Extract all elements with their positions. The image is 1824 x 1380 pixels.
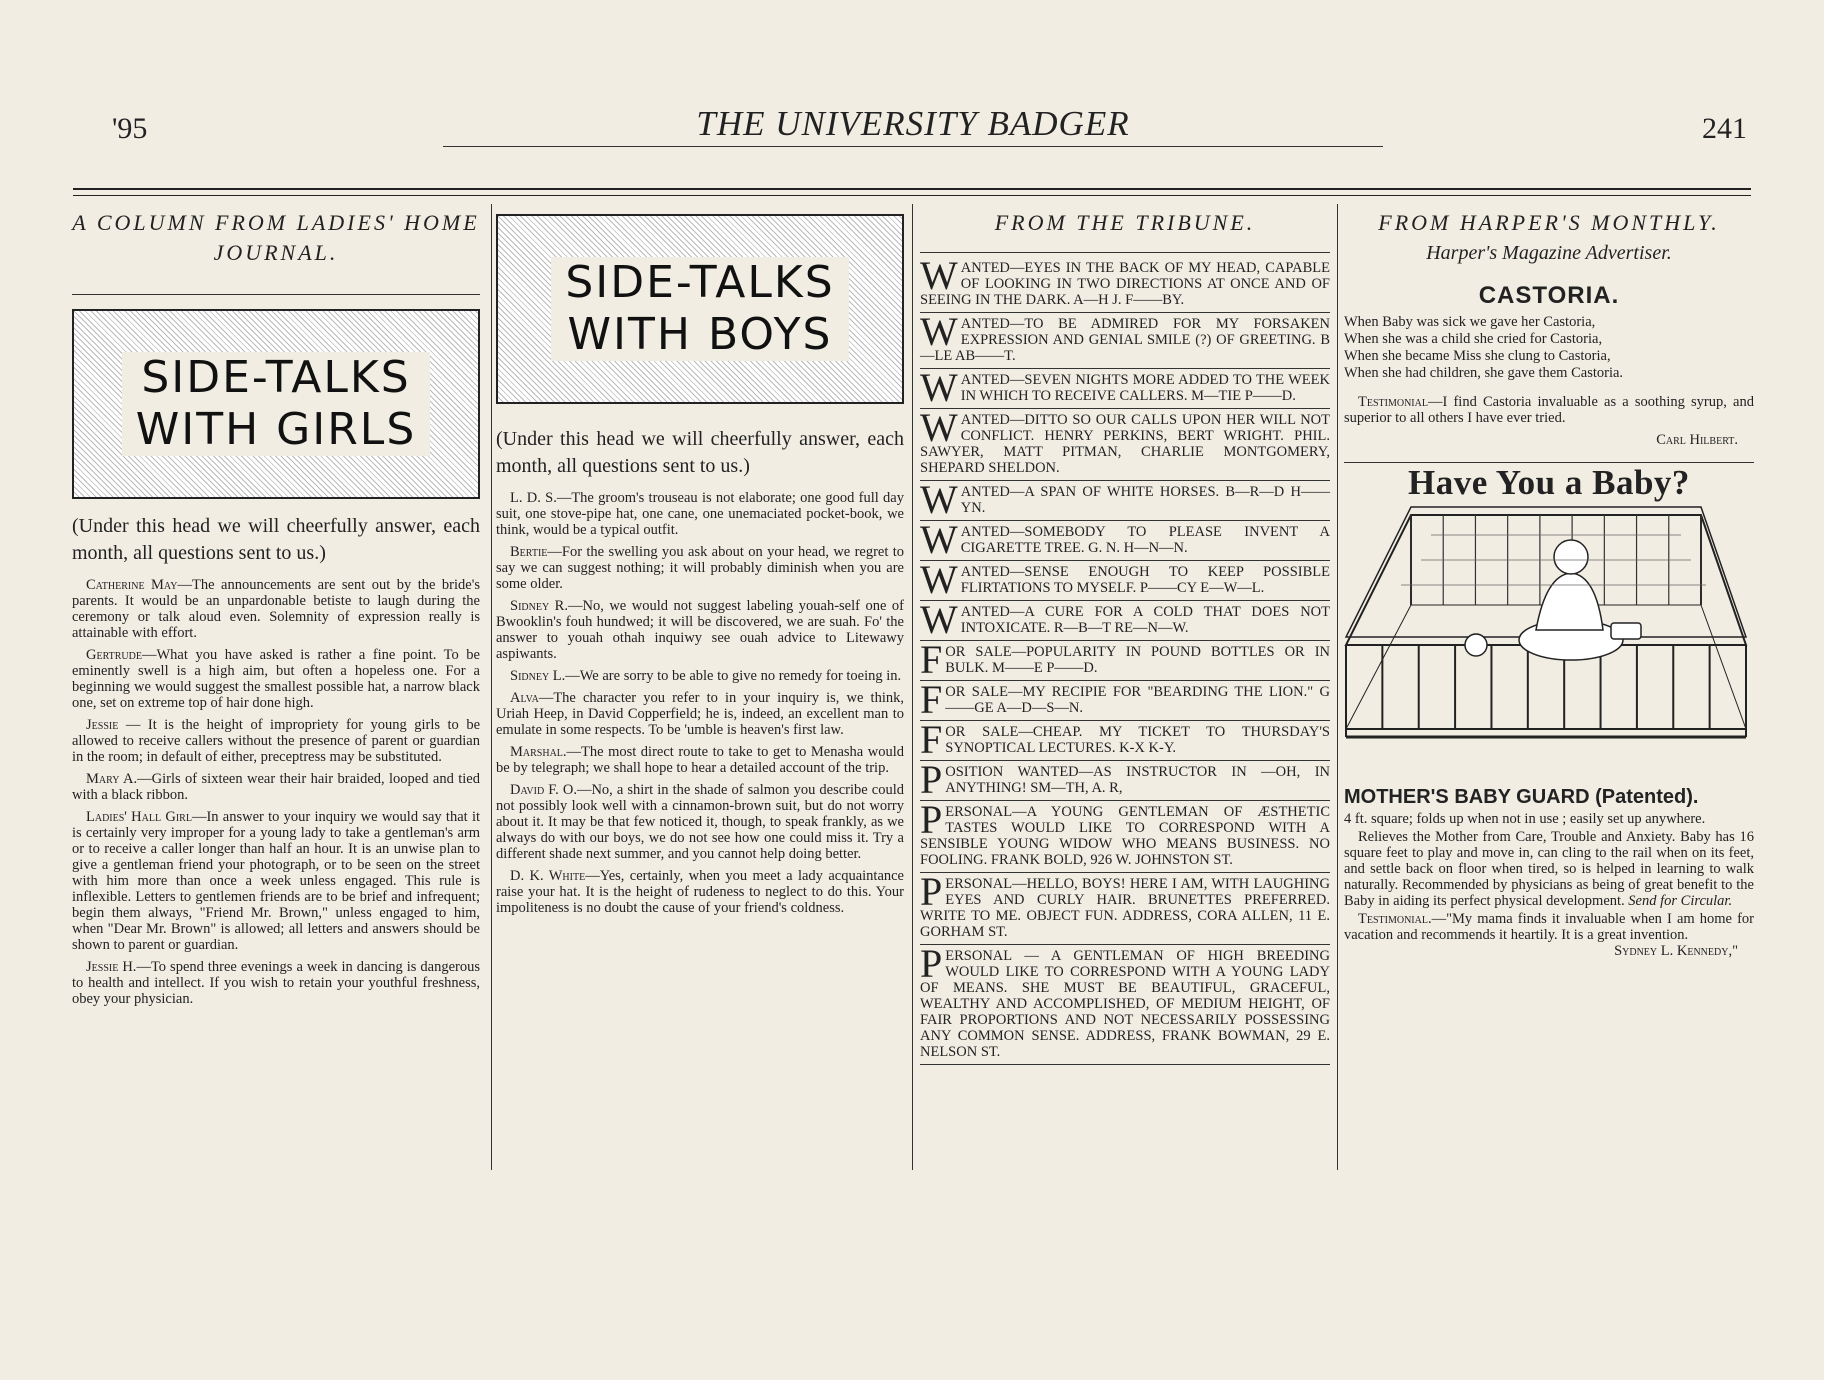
column-divider	[912, 204, 913, 1170]
entry-name: Bertie	[510, 544, 548, 560]
entry-text: —We are sorry to be able to give no remedy for toeing in.	[565, 668, 902, 684]
ad-text: OSITION WANTED—AS INSTRUCTOR IN —OH, IN ANYTHING! SM—TH, A. R,	[945, 764, 1330, 796]
testimonial-text: —I find Castoria invaluable as a soothing syrup, and superior to all others I have ever tried.	[1344, 394, 1754, 426]
ad-text: ANTED—A SPAN OF WHITE HORSES. B—R—D H——YN.	[960, 484, 1330, 516]
entry-name: Gertrude	[86, 647, 142, 663]
ad-text: ERSONAL — A GENTLEMAN OF HIGH BREEDING WOULD LIKE TO CORRESPOND WITH A YOUNG LADY OF MEANS. SHE MUST BE BEAUTIFUL, GRACEFUL, WEALTHY AND ACCOMPLISHED, OF MEDIUM HEIGHT, OF FAIR PROPORTIONS AND NOT NECESSARILY POSSESSING ANY COMMON SENSE. ADDRESS, FRANK BOWMAN, 29 E. NELSON ST.	[920, 948, 1330, 1060]
ad-text: ANTED—SOMEBODY TO PLEASE INVENT A CIGARETTE TREE. G. N. H—N—N.	[960, 524, 1330, 556]
drop-cap: W	[920, 405, 958, 450]
ad-text: ERSONAL—HELLO, BOYS! HERE I AM, WITH LAUGHING EYES AND CURLY HAIR. BRUNETTES PREFERRED. WRITE TO ME. OBJECT FUN. ADDRESS, CORA ALLEN, 11 E. GORHAM ST.	[920, 876, 1330, 940]
entry	[496, 744, 904, 776]
castoria-testimonial	[1344, 394, 1754, 426]
entry-text: —What you have asked is rather a fine point. To be eminently swell is a high aim, but often a hopeless one. For a beginning we would suggest the smallest possible hat, a narrow black one, set on extreme top of hair done high.	[72, 647, 480, 711]
poem-line: When she was a child she cried for Castoria,	[1344, 331, 1603, 347]
column-harpers	[1344, 204, 1754, 959]
ad-text: ANTED—A CURE FOR A COLD THAT DOES NOT INTOXICATE. R—B—T RE—N—W.	[960, 604, 1330, 636]
testimonial-signature: Sydney L. Kennedy,"	[1614, 943, 1738, 959]
classified-ad	[920, 597, 1330, 642]
banner-line: WITH GIRLS	[135, 404, 417, 455]
ad-text: ANTED—DITTO SO OUR CALLS UPON HER WILL NOT CONFLICT. HENRY PERKINS, BERT WRIGHT. PHIL. SAWYER, MATT PITMAN, CHARLIE MONTGOMERY, SHEPARD SHELDON.	[920, 412, 1330, 476]
classified-ad	[920, 757, 1330, 802]
banner-text	[122, 352, 431, 456]
classified-ad	[920, 253, 1330, 313]
testimonial-text: .—"My mama finds it invaluable when I am home for vacation and recommends it heartily. It is a great invention.	[1344, 911, 1754, 943]
drop-cap: F	[920, 677, 943, 722]
entry-name: Alva	[510, 690, 539, 706]
ad-text: ANTED—SEVEN NIGHTS MORE ADDED TO THE WEEK IN WHICH TO RECEIVE CALLERS. M—TIE P——D.	[960, 372, 1330, 404]
column-divider	[1337, 204, 1338, 1170]
baby-guard-body-text: Relieves the Mother from Care, Trouble and Anxiety. Baby has 16 square feet to play and move in, can cling to the rail when on its feet, and settle back on floor when tired, so is helped in learning to walk naturally. Recommended by physicians as being of great benefit to the Baby in aiding its perfect physical development.	[1344, 829, 1754, 909]
journal-title: THE UNIVERSITY BADGER	[443, 104, 1383, 147]
ad-text: OR SALE—CHEAP. MY TICKET TO THURSDAY'S SYNOPTICAL LECTURES. K-X K-Y.	[945, 724, 1330, 756]
classified-ad	[920, 365, 1330, 410]
ad-text: ANTED—TO BE ADMIRED FOR MY FORSAKEN EXPRESSION AND GENIAL SMILE (?) OF GREETING. B—LE AB——T.	[920, 316, 1330, 364]
banner-text	[551, 257, 848, 361]
entry-name: L. D. S.	[510, 490, 557, 506]
entry	[72, 809, 480, 953]
baby-guard-testimonial	[1344, 911, 1754, 943]
entry-text: —No, we would not suggest labeling youah-self one of Bwooklin's fouh hundwed; it will be discovered, we are suah. Fo' the answer to youah othah inquiwy see ouah advice to Litewawy aspiwants.	[496, 598, 904, 662]
entry	[496, 598, 904, 662]
intro-text: (Under this head we will cheerfully answer, each month, all questions sent to us.)	[496, 428, 904, 477]
entry-name: Marshal	[510, 744, 563, 760]
entry-text: —The announcements are sent out by the bride's parents. It would be an unpardonable betiste to laugh during the ceremony or talk aloud even. Solemnity of expression really is attainable with effort.	[72, 577, 480, 641]
entries-list	[72, 577, 480, 1007]
column-heading: A COLUMN FROM LADIES' HOME JOURNAL.	[72, 210, 480, 265]
top-rule	[73, 188, 1751, 190]
entry-name: Sidney L.	[510, 668, 566, 684]
classified-ad	[920, 941, 1330, 1065]
side-talks-boys-banner	[496, 214, 904, 404]
drop-cap: W	[920, 253, 958, 298]
drop-cap: W	[920, 517, 958, 562]
ad-text: ERSONAL—A YOUNG GENTLEMAN OF ÆSTHETIC TASTES WOULD LIKE TO CORRESPOND WITH A SENSIBLE YOUNG WIDOW WHO MEANS BUSINESS. NO FOOLING. FRANK BOLD, 926 W. JOHNSTON ST.	[920, 804, 1330, 868]
entry-name: Jessie H.	[86, 959, 137, 975]
testimonial-signature: Carl Hilbert.	[1656, 432, 1738, 448]
poem-line: When she became Miss she clung to Castoria,	[1344, 348, 1611, 364]
intro-text: (Under this head we will cheerfully answer, each month, all questions sent to us.)	[72, 515, 480, 564]
column-heading: FROM THE TRIBUNE.	[994, 210, 1256, 235]
entry-text: —The character you refer to in your inquiry is, we think, Uriah Heep, in David Copperfield; he is, indeed, an excellent man to emulate in some respects. To be 'umble is heaven's first law.	[496, 690, 904, 738]
banner-line: SIDE-TALKS	[141, 352, 411, 403]
drop-cap: F	[920, 637, 943, 682]
classified-ad	[920, 717, 1330, 762]
entry-text: —Girls of sixteen wear their hair braided, looped and tied with a black ribbon.	[72, 771, 480, 803]
classified-ad	[920, 869, 1330, 945]
drop-cap: P	[920, 757, 943, 802]
entry	[496, 544, 904, 592]
ad-text: OR SALE—POPULARITY IN POUND BOTTLES OR IN BULK. M——E P——D.	[945, 644, 1330, 676]
entry	[72, 771, 480, 803]
running-head	[0, 104, 1824, 154]
banner-line: SIDE-TALKS	[565, 257, 835, 308]
page-number: 241	[1702, 112, 1747, 145]
testimonial-label: Testimonial	[1358, 911, 1428, 927]
drop-cap: F	[920, 717, 943, 762]
entry-name: Jessie	[86, 717, 119, 733]
entry-name: Sidney R.	[510, 598, 568, 614]
drop-cap: W	[920, 477, 958, 522]
classified-ad	[920, 677, 1330, 722]
classified-ad	[920, 309, 1330, 369]
entry	[72, 717, 480, 765]
entry	[496, 690, 904, 738]
entry	[496, 782, 904, 862]
castoria-title: CASTORIA.	[1478, 282, 1620, 309]
entry	[72, 959, 480, 1007]
classified-ad	[920, 405, 1330, 481]
entries-list	[496, 490, 904, 916]
entry-text: —Yes, certainly, when you meet a lady acquaintance raise your hat. It is the height of rudeness to neglect to do this. Your impoliteness is no doubt the cause of your friend's coldness.	[496, 868, 904, 916]
baby-guard-title: MOTHER'S BABY GUARD (Patented).	[1344, 786, 1699, 808]
classified-ad	[920, 797, 1330, 873]
send-for-circular: Send for Circular.	[1628, 893, 1733, 909]
entry	[496, 490, 904, 538]
column-tribune	[920, 204, 1330, 1065]
baby-guard-body	[1344, 829, 1754, 909]
classified-ad	[920, 557, 1330, 602]
entry	[72, 647, 480, 711]
drop-cap: W	[920, 365, 958, 410]
classified-ad	[920, 477, 1330, 522]
section-rule	[920, 252, 1330, 253]
top-rule-thin	[73, 195, 1751, 196]
classified-ad	[920, 637, 1330, 682]
column-side-talks-boys	[496, 204, 904, 922]
drop-cap: W	[920, 309, 958, 354]
entry-name: David F. O.	[510, 782, 577, 798]
section-rule	[72, 294, 480, 295]
entry-text: .—The most direct route to take to get to Menasha would be by telegraph; we shall hope to hear a detailed account of the trip.	[496, 744, 904, 776]
column-subheading: Harper's Magazine Advertiser.	[1426, 242, 1672, 264]
drop-cap: W	[920, 557, 958, 602]
drop-cap: W	[920, 597, 958, 642]
entry-name: Mary A.	[86, 771, 138, 787]
entry-text: —To spend three evenings a week in dancing is dangerous to health and intellect. If you wish to retain your youthful freshness, obey your physician.	[72, 959, 480, 1007]
column-ladies-home-journal	[72, 204, 480, 1013]
entry-name: Catherine May	[86, 577, 178, 593]
entry	[72, 577, 480, 641]
drop-cap: P	[920, 797, 943, 842]
entry	[496, 668, 904, 684]
entry-text: —For the swelling you ask about on your head, we regret to say we can suggest nothing; it will probably diminish when you are some older.	[496, 544, 904, 592]
testimonial-label: Testimonial	[1358, 394, 1428, 410]
baby-guard-illustration	[1341, 505, 1753, 775]
year-label: '95	[112, 112, 148, 145]
banner-line: WITH BOYS	[567, 309, 833, 360]
baby-guard-desc: 4 ft. square; folds up when not in use ; easily set up anywhere.	[1344, 811, 1706, 827]
castoria-poem	[1344, 314, 1754, 382]
poem-line: When Baby was sick we gave her Castoria,	[1344, 314, 1596, 330]
entry-text: — It is the height of impropriety for young girls to be allowed to receive callers without the presence of parent or guardian in the room; in default of either, preceptress may be substituted.	[72, 717, 480, 765]
drop-cap: P	[920, 869, 943, 914]
entry-text: —No, a shirt in the shade of salmon you describe could not possibly look well with a cinnamon-brown suit, but do not worry about it. It may be that few noticed it, though, to speak frankly, as we always do with our boys, we do not see how one could miss it. Try a different shade next summer, and you cannot help doing better.	[496, 782, 904, 862]
side-talks-girls-banner	[72, 309, 480, 499]
baby-headline: Have You a Baby?	[1408, 463, 1690, 502]
column-divider	[491, 204, 492, 1170]
drop-cap: P	[920, 941, 943, 986]
entry-text: —In answer to your inquiry we would say that it is certainly very improper for a young lady to take a gentleman's arm or to receive a caller longer than half an hour. It is an unwise plan to give a gentleman friend your photograph, or to be seen on the street with him more than once a week unless engaged. This rule is inflexible. Letters to gentlemen friends are to be brief and infrequent; begin them always, "Friend Mr. Brown," unless engaged to him, when "Dear Mr. Brown" is allowed; all letters and answers should be shown to parent or guardian.	[72, 809, 480, 953]
entry-name: Ladies' Hall Girl	[86, 809, 192, 825]
classified-ad	[920, 517, 1330, 562]
poem-line: When she had children, she gave them Castoria.	[1344, 365, 1624, 381]
entry	[496, 868, 904, 916]
entry-text: —The groom's trouseau is not elaborate; one good full day suit, one stove-pipe hat, one cane, one unemaciated pocket-book, we think, would be a typical outfit.	[496, 490, 904, 538]
entry-name: D. K. White	[510, 868, 586, 884]
ad-text: ANTED—EYES IN THE BACK OF MY HEAD, CAPABLE OF LOOKING IN TWO DIRECTIONS AT ONCE AND OF SEEING IN THE DARK. A—H J. F——BY.	[920, 260, 1330, 308]
column-heading: FROM HARPER'S MONTHLY.	[1378, 210, 1720, 235]
ad-text: ANTED—SENSE ENOUGH TO KEEP POSSIBLE FLIRTATIONS TO MYSELF. P——CY E—W—L.	[960, 564, 1330, 596]
classified-ads	[920, 253, 1330, 1065]
ad-text: OR SALE—MY RECIPIE FOR "BEARDING THE LION." G——GE A—D—S—N.	[945, 684, 1330, 716]
